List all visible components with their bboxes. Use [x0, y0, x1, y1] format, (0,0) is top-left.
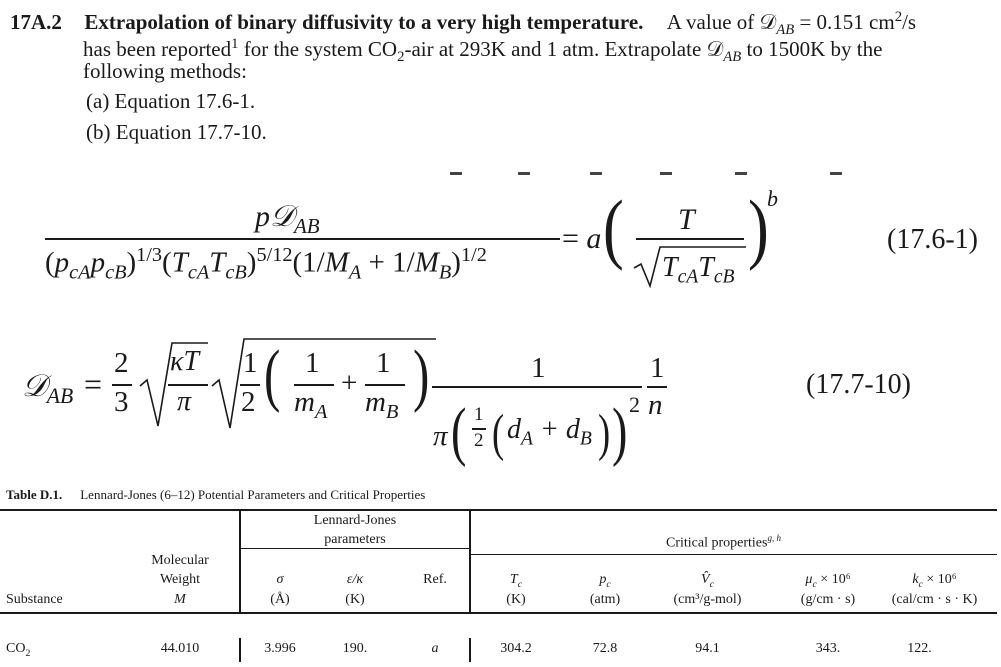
- cell-eps: 190.: [342, 641, 368, 656]
- table-vrule: [469, 511, 471, 612]
- eq1-exponent-b: b: [767, 186, 778, 211]
- header-vc-symbol: V̂: [701, 572, 710, 587]
- eq2-ma-num: 1: [305, 347, 320, 379]
- separator-dot: [590, 172, 602, 175]
- header-sigma-1: σ: [276, 572, 284, 587]
- eq2-n: n: [648, 389, 663, 421]
- eq2-den-half-num: 1: [474, 404, 484, 425]
- eq1-label: (17.6-1): [887, 224, 978, 255]
- problem-value-intro: A value of 𝒟: [666, 10, 777, 34]
- cell-tc: 304.2: [500, 641, 532, 656]
- eq1-inner-fraction-bar: [636, 238, 744, 240]
- problem-line-1: 17A.2 Extrapolation of binary diffusivity to a very high temperature. A value of 𝒟$_{AB}$ = 0.151 $cm^2/s$: [10, 9, 917, 39]
- eq1-denominator: $(p_{cA}p_{cB})^{1/3}(T_{cA}T_{cB})^{5/12}(1/M_A + 1/M_B)^{1/2}$: [45, 244, 487, 284]
- eq2-label: (17.7-10): [806, 369, 911, 400]
- problem-text-reported: has been reported: [83, 37, 232, 61]
- cell-sigma: 3.996: [264, 641, 296, 656]
- eq2-two: 2: [114, 347, 129, 379]
- eq2-mb-den: $m_B$: [365, 386, 399, 423]
- problem-line-2: has been reported$^1$ for the system $CO_2$-air at 293K and 1 atm. Extrapolate 𝒟$_{AB}$ to 1500K by the: [83, 36, 883, 66]
- header-tc-1: $T_c$: [509, 572, 523, 590]
- eq2-big-fraction-bar: [432, 386, 642, 388]
- header-muc-1: $\mu_c \times 10^6$: [805, 572, 851, 590]
- cell-ref: a: [431, 641, 439, 656]
- separator-dot: [518, 172, 530, 175]
- group-lj-label-1: Lennard-Jones: [313, 513, 397, 528]
- problem-text-system: for the system CO: [238, 37, 398, 61]
- cell-substance: $CO_2$: [6, 641, 31, 659]
- header-muc-scale: × 10⁶: [816, 572, 851, 587]
- header-ref: Ref.: [423, 572, 447, 587]
- separator-dot: [830, 172, 842, 175]
- eq2-den-left-paren: (: [451, 395, 467, 468]
- table-caption: [6, 487, 425, 503]
- header-sigma-2: (Å): [270, 592, 290, 607]
- header-muc-symbol: μ: [805, 572, 813, 587]
- header-pc-2: (atm): [589, 592, 621, 607]
- cell-muc: 343.: [815, 641, 841, 656]
- eq1-numerator: p𝒟$_{AB}$: [255, 200, 320, 238]
- header-substance: Substance: [6, 592, 63, 607]
- eq2-pi-1: π: [177, 386, 192, 417]
- eq2-left-paren: (: [264, 337, 281, 414]
- problem-unit-tail: /s: [902, 10, 917, 34]
- group-crit-sup: g, h: [767, 533, 781, 543]
- header-eps-2: (K): [345, 592, 365, 607]
- cell-substance-text: CO: [6, 641, 26, 656]
- eq1-right-paren: ): [748, 184, 769, 271]
- header-mw-1: Molecular: [151, 553, 209, 568]
- problem-title: Extrapolation of binary diffusivity to a very high temperature.: [84, 10, 644, 34]
- table-vrule: [239, 511, 241, 612]
- eq2-da-db: $d_A + d_B$: [507, 414, 592, 450]
- separator-dot: [660, 172, 672, 175]
- eq2-den-half-den: 2: [474, 430, 484, 451]
- method-b: (b) Equation 17.7-10.: [86, 120, 267, 144]
- eq2-kt: κT: [170, 346, 200, 377]
- eq2-right-paren: ): [413, 337, 430, 414]
- table-crit-group-rule: [470, 554, 997, 555]
- eq2-last-bar: [647, 386, 667, 388]
- eq2-half-den: 2: [241, 386, 256, 418]
- header-kc-scale: × 10⁶: [922, 572, 957, 587]
- eq1-sqrt-content: $T_{cA}T_{cB}$: [662, 252, 735, 288]
- group-crit-text: Critical properties: [666, 535, 768, 551]
- eq2-den-inner-right-paren: ): [598, 405, 611, 462]
- cell-mw: 44.010: [160, 641, 200, 656]
- cell-vc: 94.1: [695, 641, 720, 656]
- eq2-pi-2: π: [433, 420, 448, 452]
- table-caption-text: Lennard-Jones (6–12) Potential Parameters and Critical Properties: [80, 487, 426, 502]
- eq2-den-inner-left-paren: (: [492, 405, 505, 462]
- header-pc-symbol: p: [599, 572, 607, 587]
- problem-line-3: following methods:: [83, 59, 247, 83]
- header-kc-2: (cal/cm · s · K): [891, 592, 978, 607]
- problem-text-target: to 1500K by the: [741, 37, 883, 61]
- method-a: (a) Equation 17.6-1.: [86, 89, 256, 113]
- eq2-plus: +: [341, 367, 358, 399]
- problem-number: 17A.2: [10, 10, 62, 34]
- eq1-fraction-bar: [45, 238, 560, 240]
- header-tc-symbol: T: [509, 572, 518, 587]
- header-tc-2: (K): [506, 592, 526, 607]
- header-eps-1: ε/κ: [346, 572, 364, 587]
- group-crit-label: [666, 533, 781, 552]
- eq2-mb-num: 1: [376, 347, 391, 379]
- eq1-equals-a: = a: [562, 222, 602, 255]
- eq2-equals: =: [84, 366, 103, 402]
- separator-dot: [735, 172, 747, 175]
- problem-value: = 0.151 cm: [799, 10, 895, 34]
- eq2-square: 2: [629, 392, 640, 417]
- table-top-rule: [0, 509, 997, 511]
- header-mw-3: M: [174, 592, 186, 607]
- table-vrule: [239, 638, 241, 662]
- eq2-half-num: 1: [243, 347, 258, 379]
- eq2-last-num: 1: [650, 352, 665, 384]
- separator-dot: [450, 172, 462, 175]
- eq1-left-paren: (: [603, 184, 624, 271]
- footnote-marker: 1: [231, 36, 239, 52]
- cell-pc: 72.8: [592, 641, 618, 656]
- eq2-lhs: 𝒟$_{AB}$: [22, 368, 74, 409]
- header-vc-2: (cm³/g-mol): [673, 592, 742, 607]
- header-mw-2: Weight: [159, 572, 201, 587]
- header-pc-1: $p_c$: [599, 572, 611, 590]
- table-vrule: [469, 638, 471, 662]
- header-kc-1: $k_c \times 10^6$: [912, 572, 957, 590]
- group-lj-label-2: parameters: [324, 532, 386, 547]
- eq2-three: 3: [114, 386, 129, 418]
- eq2-den-right-paren: ): [612, 395, 628, 468]
- problem-text-extrapolate: -air at 293K and 1 atm. Extrapolate 𝒟: [404, 37, 724, 61]
- table-header-rule: [0, 612, 997, 614]
- table-caption-label: Table D.1.: [6, 487, 63, 502]
- header-kc-symbol: k: [912, 572, 919, 587]
- cell-kc: 122.: [907, 641, 932, 656]
- eq1-inner-numerator: T: [678, 203, 695, 236]
- eq2-ma-den: $m_A$: [294, 386, 328, 423]
- header-vc-1: $V̂_c$: [701, 572, 714, 590]
- eq2-big-num: 1: [531, 352, 546, 384]
- header-muc-2: (g/cm · s): [800, 592, 856, 607]
